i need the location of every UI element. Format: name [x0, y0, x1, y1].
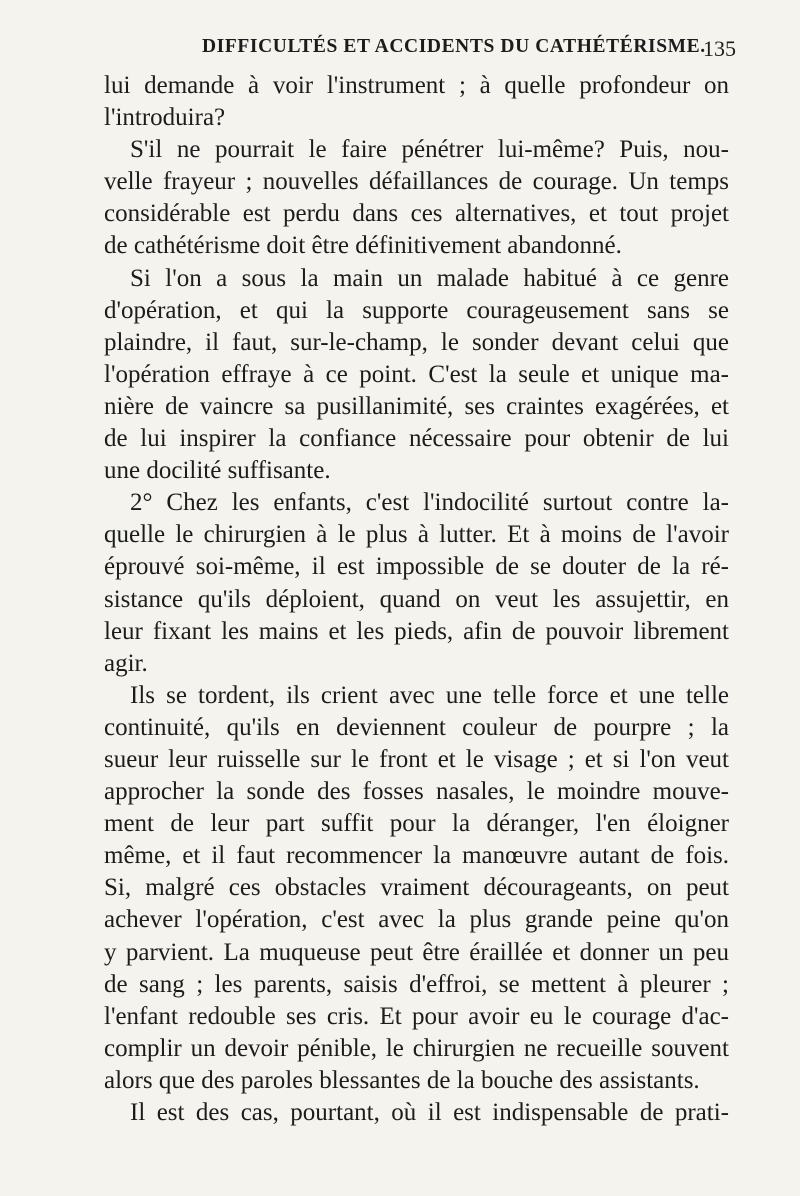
text-line: velle frayeur ; nouvelles défaillances de courage. Un temps [104, 168, 729, 196]
text-line: d'opération, et qui la supporte courageusement sans se [104, 296, 729, 324]
text-line: leur fixant les mains et les pieds, afin de pouvoir librement [104, 617, 729, 645]
text-line: y parvient. La muqueuse peut être éraillée et donner un peu [104, 938, 729, 966]
text-line: achever l'opération, c'est avec la plus grande peine qu'on [104, 906, 729, 934]
text-line: l'enfant redouble ses cris. Et pour avoir eu le courage d'ac- [104, 1002, 729, 1030]
text-line: continuité, qu'ils en deviennent couleur de pourpre ; la [104, 713, 729, 741]
running-head: DIFFICULTÉS ET ACCIDENTS DU CATHÉTÉRISME. [202, 36, 706, 57]
text-line: l'introduira? [104, 104, 226, 132]
text-line: une docilité suffisante. [104, 457, 331, 485]
body-text [104, 70, 729, 1129]
text-line: approcher la sonde des fosses nasales, le moindre mouve- [104, 778, 729, 806]
text-line: l'opération effraye à ce point. C'est la seule et unique ma- [104, 360, 729, 388]
text-line: de sang ; les parents, saisis d'effroi, se mettent à pleurer ; [104, 970, 729, 998]
text-line: agir. [104, 649, 148, 677]
text-line: considérable est perdu dans ces alternatives, et tout projet [104, 200, 729, 228]
text-line: Si, malgré ces obstacles vraiment décourageants, on peut [104, 874, 729, 902]
text-line: ment de leur part suffit pour la déranger, l'en éloigner [104, 810, 729, 838]
text-line: plaindre, il faut, sur-le-champ, le sonder devant celui que [104, 328, 729, 356]
text-line: sueur leur ruisselle sur le front et le visage ; et si l'on veut [104, 745, 729, 773]
text-line: Si l'on a sous la main un malade habitué à ce genre [130, 264, 729, 292]
text-line: complir un devoir pénible, le chirurgien ne recueille souvent [104, 1034, 729, 1062]
page-header [102, 33, 742, 63]
page-number: 135 [703, 36, 736, 61]
text-line: 2° Chez les enfants, c'est l'indocilité surtout contre la- [130, 489, 729, 517]
text-line: Il est des cas, pourtant, où il est indispensable de prati- [130, 1099, 729, 1126]
text-line: S'il ne pourrait le faire pénétrer lui-même? Puis, nou- [130, 136, 729, 164]
text-line: alors que des paroles blessantes de la bouche des assistants. [104, 1066, 700, 1094]
text-line: de cathétérisme doit être définitivement abandonné. [104, 232, 622, 260]
text-line: de lui inspirer la confiance nécessaire pour obtenir de lui [104, 425, 729, 453]
text-line: lui demande à voir l'instrument ; à quelle profondeur on [104, 72, 729, 99]
text-line: même, et il faut recommencer la manœuvre autant de fois. [104, 842, 729, 870]
text-line: Ils se tordent, ils crient avec une telle force et une telle [130, 681, 729, 709]
text-line: quelle le chirurgien à le plus à lutter. Et à moins de l'avoir [104, 521, 729, 549]
text-line: nière de vaincre sa pusillanimité, ses craintes exagérées, et [104, 392, 729, 420]
text-line: éprouvé soi-même, il est impossible de se douter de la ré- [104, 553, 729, 581]
text-line: sistance qu'ils déploient, quand on veut les assujettir, en [104, 585, 729, 613]
